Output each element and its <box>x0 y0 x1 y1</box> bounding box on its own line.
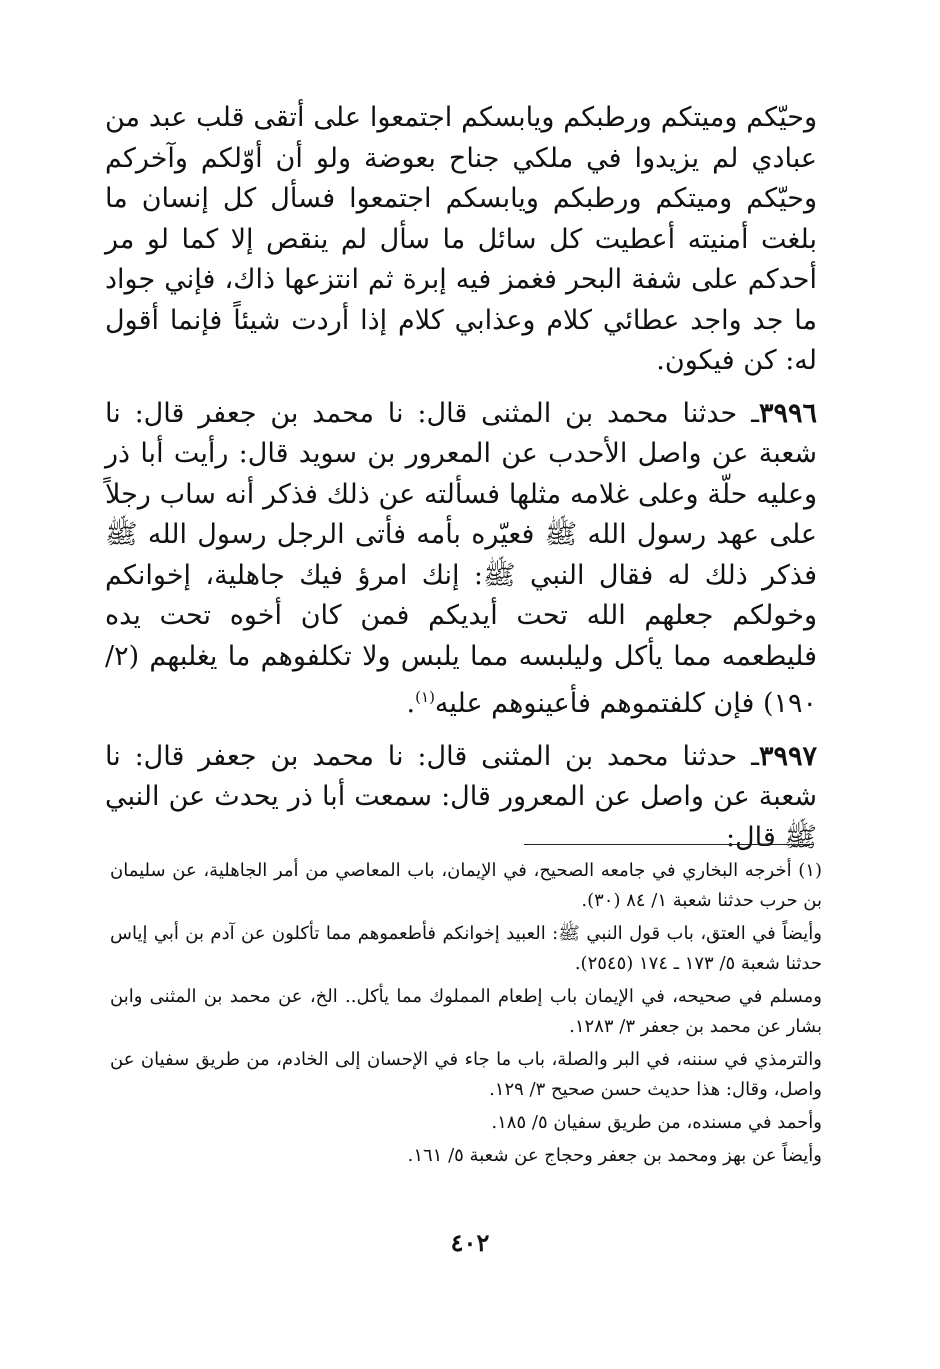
footnotes <box>110 856 822 1174</box>
hadith-text: ـ حدثنا محمد بن المثنى قال: نا محمد بن جعفر قال: نا شعبة عن واصل عن المعرور قال: سمعت أبا ذر يحدث عن النبي ﷺ قال: <box>105 740 817 853</box>
hadith-number: ٣٩٩٦ <box>758 397 817 429</box>
footnote-muslim: ومسلم في صحيحه، في الإيمان باب إطعام المملوك مما يأكل.. الخ، عن محمد بن المثنى وابن بشار عن محمد بن جعفر ٣/ ١٢٨٣. <box>110 986 822 1037</box>
hadith-number: ٣٩٩٧ <box>758 740 817 772</box>
hadith-end: . <box>406 688 416 719</box>
footnote-1: (١) أخرجه البخاري في جامعه الصحيح، في الإيمان، باب المعاصي من أمر الجاهلية، عن سليمان بن حرب حدثنا شعبة ١/ ٨٤ (٣٠). <box>110 860 822 911</box>
footnote-tirmidhi: والترمذي في سننه، في البر والصلة، باب ما جاء في الإحسان إلى الخادم، من طريق سفيان عن واصل، وقال: هذا حديث حسن صحيح ٣/ ١٢٩. <box>110 1049 822 1100</box>
footnote-ahmad: وأحمد في مسنده، من طريق سفيان ٥/ ١٨٥. <box>491 1112 822 1133</box>
paragraph-text: وحيّكم وميتكم ورطبكم ويابسكم اجتمعوا على أتقى قلب عبد من عبادي لم يزيدوا في ملكي جناح بعوضة ولو أن أوّلكم وآخركم وحيّكم وميتكم ورطبكم ويابسكم اجتمعوا فسأل كل إنسان ما بلغت أمنيته أعطيت كل سائل ما سأل لم ينقص إلا كما لو مر أحدكم على شفة البحر فغمز فيه إبرة ثم انتزعها ذاك، فإني جواد ما جد واجد عطائي كلام وعذابي كلام إذا أردت شيئاً فإنما أقول له: كن فيكون. <box>105 102 817 376</box>
footnote-ahmad-2: وأيضاً عن بهز ومحمد بن جعفر وحجاج عن شعبة ٥/ ١٦١. <box>407 1145 822 1166</box>
footnote-bukhari-itq: وأيضاً في العتق، باب قول النبي ﷺ: العبيد إخوانكم فأطعموهم مما تأكلون عن آدم بن أبي إياس حدثنا شعبة ٥/ ١٧٣ ـ ١٧٤ (٢٥٤٥). <box>110 923 822 974</box>
hadith-3996 <box>105 394 817 725</box>
footnote-separator <box>524 844 814 845</box>
paragraph-continuation <box>105 98 817 382</box>
hadith-text: ـ حدثنا محمد بن المثنى قال: نا محمد بن جعفر قال: نا شعبة عن واصل الأحدب عن المعرور بن سويد قال: رأيت أبا ذر وعليه حلّة وعلى غلامه مثلها فسألته عن ذلك فذكر أنه ساب رجلاً على عهد رسول الله ﷺ فعيّره بأمه فأتى الرجل رسول الله ﷺ فذكر ذلك له فقال النبي ﷺ: إنك امرؤ فيك جاهلية، إخوانكم وخولكم جعلهم الله تحت أيديكم فمن كان أخوه تحت يده فليطعمه مما يأكل وليلبسه مما يلبس ولا تكلفوهم ما يغلبهم (٢/ ١٩٠) فإن كلفتموهم فأعينوهم عليه <box>105 397 817 719</box>
footnote-ref[interactable]: (١) <box>415 688 435 706</box>
page-number: ٤٠٢ <box>450 1228 490 1257</box>
hadith-3997 <box>105 737 817 859</box>
main-text <box>105 98 817 858</box>
